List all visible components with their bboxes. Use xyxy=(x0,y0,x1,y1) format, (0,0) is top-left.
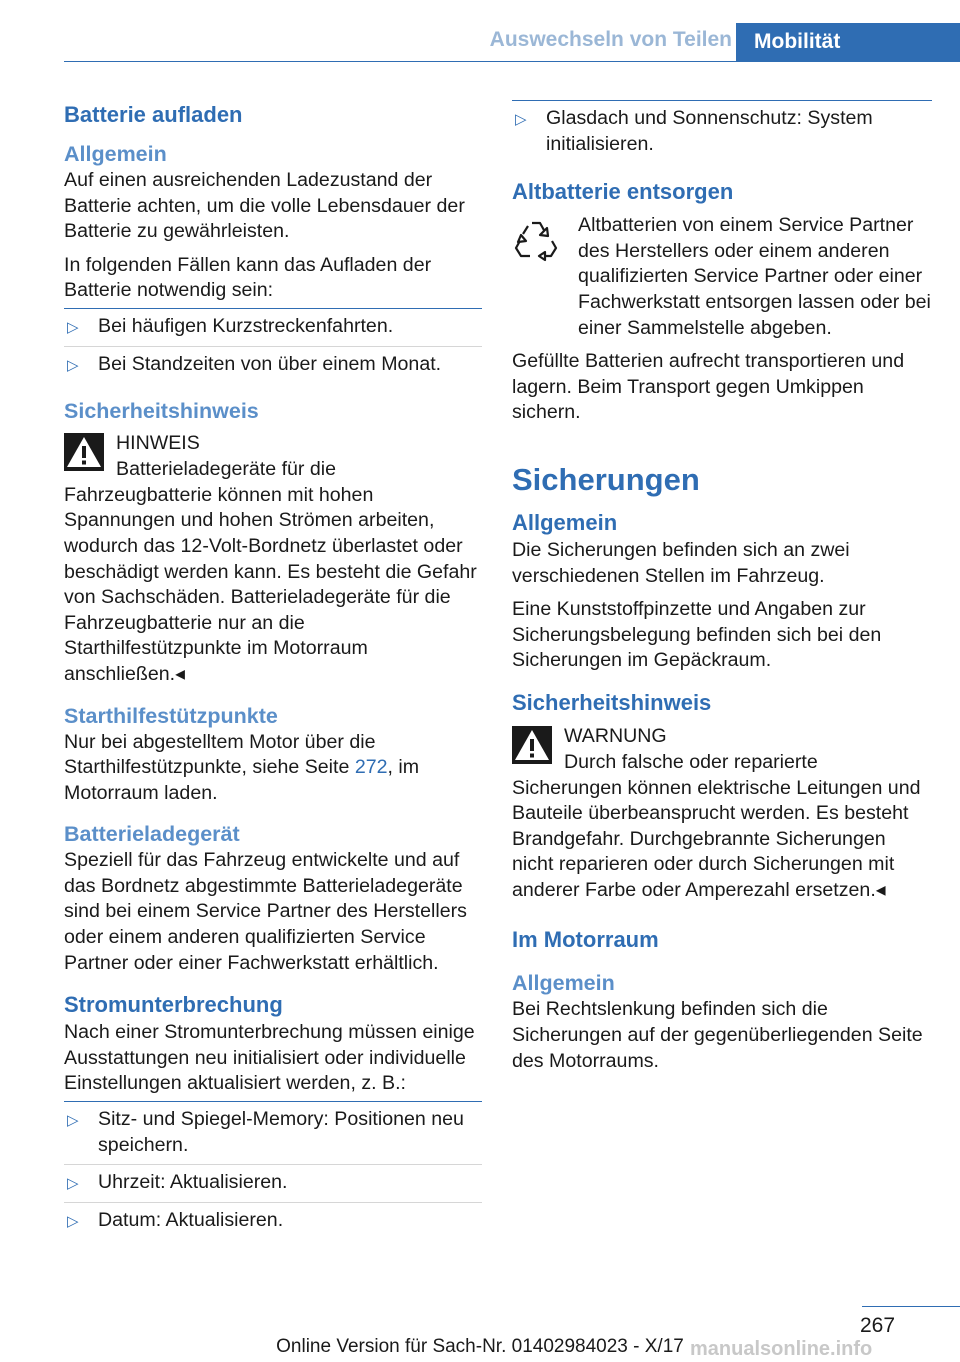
list-initialisieren xyxy=(64,1101,482,1239)
notice-text: Batterieladegeräte für die Fahrzeugbatterie können mit hohen Spannungen und hohen Strömen arbeiten, wodurch das 12-Volt-Bordnetz überlastet oder beschädigt werden kann. Es besteht die Gefahr von Sachschäden. Batterieladegeräte für die Fahrzeugbatterie nur an die Starthilfestützpunkte im Motorraum anschließen.◂ xyxy=(64,458,477,685)
heading-allgemein-motorraum: Allgemein xyxy=(512,971,615,996)
list-arrow-icon: ▷ xyxy=(67,318,79,336)
list-item xyxy=(64,1202,482,1240)
paragraph-altbatterie-a: Altbatterien von einem Service Partner des Herstellers oder einem anderen qualifizierten Service Partner oder einer Fachwerkstatt entsorgen lassen oder bei einer Sammelstelle abgeben. xyxy=(578,214,931,339)
heading-sicherheitshinweis-2: Sicherheitshinweis xyxy=(512,689,712,715)
heading-sicherheitshinweis: Sicherheitshinweis xyxy=(64,399,259,424)
list-arrow-icon: ▷ xyxy=(67,1112,79,1130)
warning-triangle-icon xyxy=(64,433,104,471)
list-arrow-icon: ▷ xyxy=(67,1212,79,1230)
watermark: manualsonline.info xyxy=(690,1338,873,1360)
paragraph-sicherungen-2: Eine Kunststoffpinzette und Angaben zur Sicherungsbelegung befinden sich bei den Sicherungen im Gepäckraum. xyxy=(512,598,882,672)
heading-sicherungen: Sicherungen xyxy=(512,461,700,497)
list-item xyxy=(64,346,482,384)
paragraph-sicherungen-1: Die Sicherungen befinden sich an zwei verschiedenen Stellen im Fahrzeug. xyxy=(512,538,850,587)
right-column xyxy=(512,100,932,1082)
heading-stromunterbrechung: Stromunterbrechung xyxy=(64,992,283,1018)
heading-batterie-aufladen: Batterie aufladen xyxy=(64,102,243,127)
footer-text: Online Version für Sach-Nr. 01402984023 - X/17 xyxy=(276,1336,684,1357)
notice-label: HINWEIS xyxy=(116,432,200,455)
heading-starthilfestuetzpunkte: Starthilfestützpunkte xyxy=(64,703,278,728)
notice-label: WARNUNG xyxy=(564,724,667,747)
footer xyxy=(0,1336,960,1358)
list-item xyxy=(64,1101,482,1164)
notice-hinweis xyxy=(64,431,482,505)
paragraph-stromunterbrechung: Nach einer Stromunterbrechung müssen einige Ausstattungen neu initialisiert oder individuelle Einstellungen aktualisiert werden, z. B.: xyxy=(64,1021,475,1095)
paragraph-motorraum: Bei Rechtslenkung befinden sich die Sicherungen auf der gegenüberliegenden Seite des Motorraums. xyxy=(512,998,923,1072)
footer-rule xyxy=(862,1306,960,1307)
list-item-text: Sitz- und Spiegel-Memory: Positionen neu speichern. xyxy=(98,1108,464,1156)
list-item-text: Datum: Aktualisieren. xyxy=(98,1208,284,1231)
page-number: 267 xyxy=(860,1314,896,1337)
list-item-text: Uhrzeit: Aktualisieren. xyxy=(98,1171,288,1194)
list-item xyxy=(64,1164,482,1202)
list-arrow-icon: ▷ xyxy=(67,1175,79,1193)
header-rule xyxy=(64,61,960,62)
left-column xyxy=(64,100,482,1239)
recycling-block xyxy=(512,213,932,341)
list-arrow-icon: ▷ xyxy=(67,356,79,374)
paragraph-ladezustand: Auf einen ausreichenden Ladezustand der Batterie achten, um die volle Lebensdauer der Batterie zu gewährleisten. xyxy=(64,169,465,243)
list-item-text: Bei häufigen Kurzstreckenfahrten. xyxy=(98,314,394,337)
header-section-title: Auswechseln von Teilen xyxy=(489,28,732,51)
list-item xyxy=(512,100,932,163)
paragraph-starthilfe: Nur bei abgestelltem Motor über die Starthilfestützpunkte, siehe Seite 272, im Motorraum laden. xyxy=(64,730,420,804)
list-continued xyxy=(512,100,932,163)
list-item xyxy=(64,308,482,346)
list-item-text: Glasdach und Sonnenschutz: System initialisieren. xyxy=(546,107,873,155)
header-chapter-tab: Mobilität xyxy=(736,23,960,61)
notice-text: Durch falsche oder reparierte Sicherungen können elektrische Leitungen und Bauteile überbeansprucht werden. Es besteht Brandgefahr. Durchgebrannte Sicherungen nicht reparieren oder durch Sicherungen mit anderer Farbe oder Amperezahl ersetzen.◂ xyxy=(512,750,921,901)
list-item-text: Bei Standzeiten von über einem Monat. xyxy=(98,352,442,375)
notice-warnung xyxy=(512,724,932,798)
list-faelle xyxy=(64,308,482,383)
heading-altbatterie: Altbatterie entsorgen xyxy=(512,179,734,205)
warning-triangle-icon xyxy=(512,726,552,764)
paragraph-altbatterie-b: Gefüllte Batterien aufrecht transportieren und lagern. Beim Transport gegen Umkippen sichern. xyxy=(512,350,905,424)
page-link-272[interactable]: 272 xyxy=(354,756,388,779)
paragraph-ladegeraet: Speziell für das Fahrzeug entwickelte und auf das Bordnetz abgestimmte Batterieladegeräte sind bei einem Service Partner des Herstellers oder einem anderen qualifizierten Service Partner oder einer Fachwerkstatt erhältlich. xyxy=(64,849,467,974)
list-arrow-icon: ▷ xyxy=(515,111,527,128)
paragraph-faelle: In folgenden Fällen kann das Aufladen der Batterie notwendig sein: xyxy=(64,253,432,302)
recycling-icon xyxy=(512,217,560,265)
heading-allgemein: Allgemein xyxy=(64,142,167,166)
heading-allgemein-sicherungen: Allgemein xyxy=(512,509,618,535)
heading-batterieladegeraet: Batterieladegerät xyxy=(64,822,240,847)
heading-im-motorraum: Im Motorraum xyxy=(512,927,659,953)
